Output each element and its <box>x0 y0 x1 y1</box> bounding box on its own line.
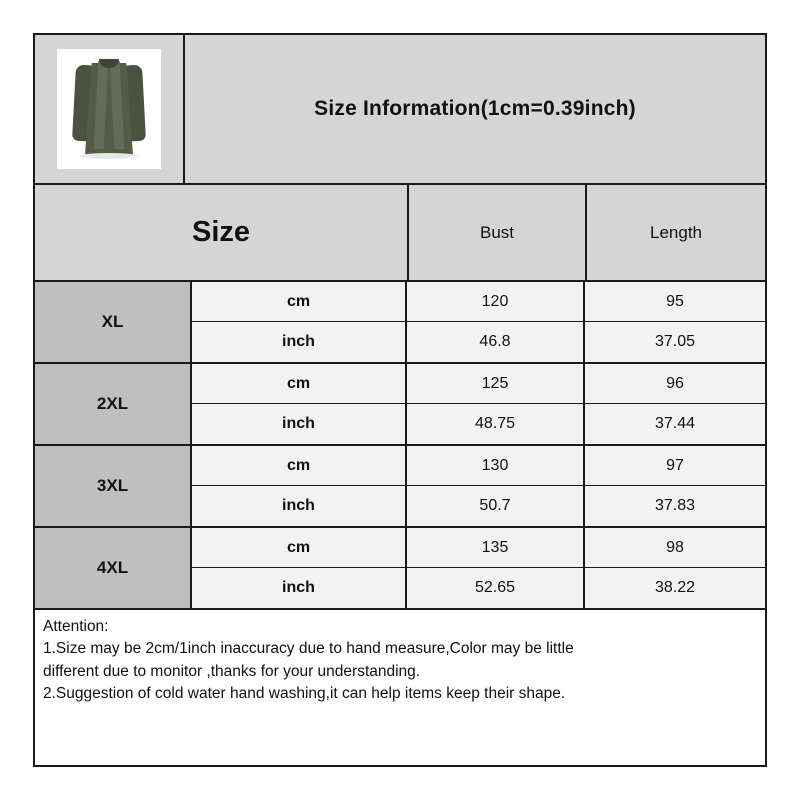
bust-cm-value: 135 <box>407 528 585 567</box>
unit-cell-cm: cm <box>192 446 407 485</box>
unit-row-cm <box>192 364 765 404</box>
size-group-rows-2xl <box>192 364 765 444</box>
size-label-4xl: 4XL <box>35 528 192 608</box>
column-header-bust: Bust <box>409 185 587 280</box>
unit-row-cm <box>192 282 765 322</box>
table-row <box>35 364 765 446</box>
bust-cm-value: 120 <box>407 282 585 321</box>
attention-line-2: different due to monitor ,thanks for your understanding. <box>43 662 421 680</box>
body-shape <box>85 63 133 155</box>
length-inch-value: 37.44 <box>585 404 765 444</box>
table-row <box>35 446 765 528</box>
unit-row-inch <box>192 486 765 526</box>
length-cm-value: 95 <box>585 282 765 321</box>
bust-inch-value: 52.65 <box>407 568 585 608</box>
unit-cell-inch: inch <box>192 404 407 444</box>
length-inch-value: 37.83 <box>585 486 765 526</box>
unit-cell-inch: inch <box>192 568 407 608</box>
column-header-length: Length <box>650 222 702 242</box>
unit-cell-inch: inch <box>192 322 407 362</box>
chart-header-row <box>35 35 765 185</box>
unit-row-cm <box>192 528 765 568</box>
size-group-rows-4xl <box>192 528 765 608</box>
table-row <box>35 282 765 364</box>
size-label-2xl: 2XL <box>35 364 192 444</box>
bust-inch-value: 50.7 <box>407 486 585 526</box>
attention-line-1: 1.Size may be 2cm/1inch inaccuracy due to hand measure,Color may be little <box>43 640 574 658</box>
bust-inch-value: 46.8 <box>407 322 585 362</box>
unit-row-inch <box>192 568 765 608</box>
length-inch-value: 38.22 <box>585 568 765 608</box>
length-cm-value: 98 <box>585 528 765 567</box>
page-title: Size Information(1cm=0.39inch) <box>314 97 636 120</box>
column-header-size: Size <box>35 185 409 280</box>
size-group-rows-3xl <box>192 446 765 526</box>
product-image-cell <box>35 35 185 183</box>
unit-cell-inch: inch <box>192 486 407 526</box>
attention-line-3: 2.Suggestion of cold water hand washing,it can help items keep their shape. <box>43 685 566 703</box>
attention-note <box>35 610 765 765</box>
product-photo <box>57 49 161 169</box>
chart-title-cell <box>185 35 765 183</box>
garment-shadow <box>80 153 138 159</box>
length-inch-value: 37.05 <box>585 322 765 362</box>
size-label-xl: XL <box>35 282 192 362</box>
cardigan-illustration-icon <box>66 57 152 161</box>
bust-cm-value: 130 <box>407 446 585 485</box>
unit-cell-cm: cm <box>192 364 407 403</box>
attention-heading: Attention: <box>43 618 109 635</box>
size-chart-table <box>33 33 767 767</box>
unit-cell-cm: cm <box>192 282 407 321</box>
bust-cm-value: 125 <box>407 364 585 403</box>
size-group-rows-xl <box>192 282 765 362</box>
size-label-3xl: 3XL <box>35 446 192 526</box>
unit-row-inch <box>192 322 765 362</box>
length-cm-value: 97 <box>585 446 765 485</box>
column-header-row <box>35 185 765 282</box>
unit-row-inch <box>192 404 765 444</box>
length-cm-value: 96 <box>585 364 765 403</box>
unit-row-cm <box>192 446 765 486</box>
table-row <box>35 528 765 610</box>
bust-inch-value: 48.75 <box>407 404 585 444</box>
unit-cell-cm: cm <box>192 528 407 567</box>
